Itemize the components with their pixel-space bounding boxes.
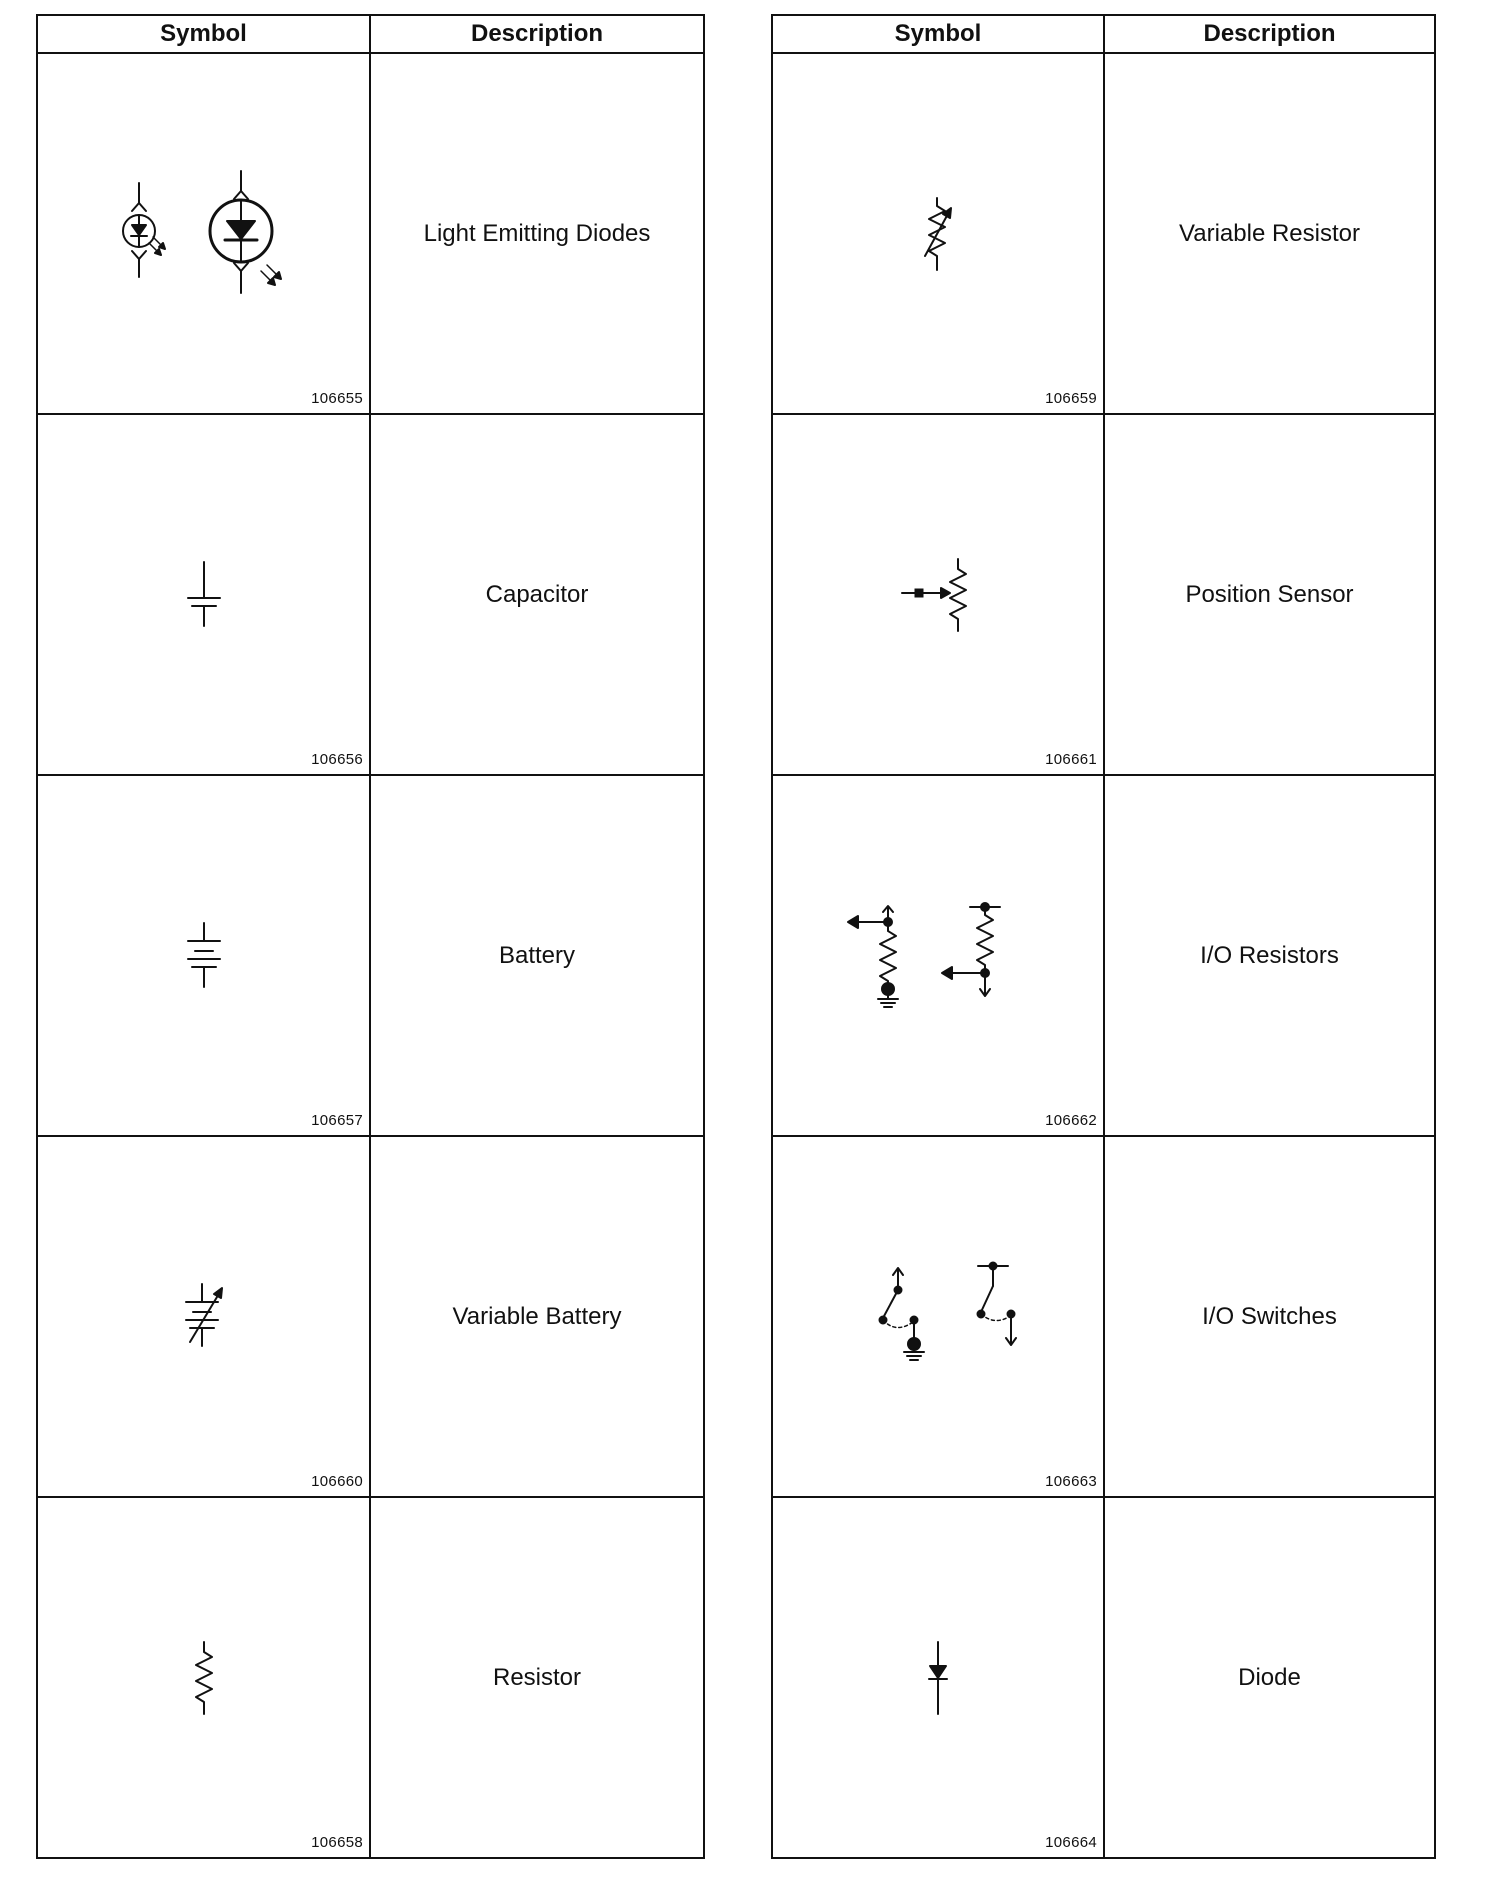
figure-number: 106662 [1045,1112,1097,1129]
table-row [37,1497,704,1858]
description-text: Diode [1238,1663,1301,1691]
description-cell [370,1136,704,1497]
io-switches-icon [838,1262,1038,1372]
figure-number: 106659 [1045,390,1097,407]
symbol-table-right [771,14,1436,1859]
table-row [37,1136,704,1497]
table-row [37,414,704,775]
symbol-cell [772,775,1104,1136]
variable-resistor-icon [913,196,963,272]
symbol-cell [37,53,370,414]
battery-icon [179,921,229,991]
symbol-cell [37,1136,370,1497]
position-sensor-icon [898,557,978,633]
description-column-header: Description [370,15,704,53]
figure-number: 106656 [311,751,363,768]
table-row [772,53,1435,414]
description-cell [1104,775,1435,1136]
description-cell [370,775,704,1136]
description-column-header: Description [1104,15,1435,53]
table-row [772,1136,1435,1497]
table-row [37,775,704,1136]
description-cell [370,53,704,414]
description-text: Light Emitting Diodes [423,219,651,247]
diode-icon [918,1640,958,1716]
symbol-column-header: Symbol [37,15,370,53]
description-cell [370,1497,704,1858]
description-cell [1104,1497,1435,1858]
figure-number: 106664 [1045,1834,1097,1851]
figure-number: 106663 [1045,1473,1097,1490]
description-text: Capacitor [485,580,589,608]
symbol-cell [772,53,1104,414]
description-text: I/O Resistors [1200,941,1339,969]
symbol-cell [37,1497,370,1858]
symbol-cell [37,775,370,1136]
description-cell [1104,414,1435,775]
figure-number: 106658 [311,1834,363,1851]
light-emitting-diodes-icon [109,169,299,299]
symbol-column-header: Symbol [772,15,1104,53]
table-header-row [772,15,1435,53]
table-header-row [37,15,704,53]
capacitor-icon [179,560,229,630]
symbol-cell [772,414,1104,775]
figure-number: 106660 [311,1473,363,1490]
io-resistors-icon [838,901,1038,1011]
description-cell [1104,53,1435,414]
symbol-cell [37,414,370,775]
figure-number: 106661 [1045,751,1097,768]
resistor-icon [184,1640,224,1716]
symbol-cell [772,1136,1104,1497]
table-row [772,1497,1435,1858]
table-row [772,775,1435,1136]
table-row [772,414,1435,775]
description-text: Variable Battery [452,1302,622,1330]
table-row [37,53,704,414]
symbol-table-left [36,14,705,1859]
description-text: Position Sensor [1185,580,1354,608]
description-text: Resistor [492,1663,582,1691]
description-text: I/O Switches [1202,1302,1337,1330]
variable-battery-icon [174,1282,234,1352]
description-text: Battery [498,941,576,969]
description-cell [370,414,704,775]
symbol-cell [772,1497,1104,1858]
description-cell [1104,1136,1435,1497]
figure-number: 106657 [311,1112,363,1129]
figure-number: 106655 [311,390,363,407]
description-text: Variable Resistor [1179,219,1360,247]
